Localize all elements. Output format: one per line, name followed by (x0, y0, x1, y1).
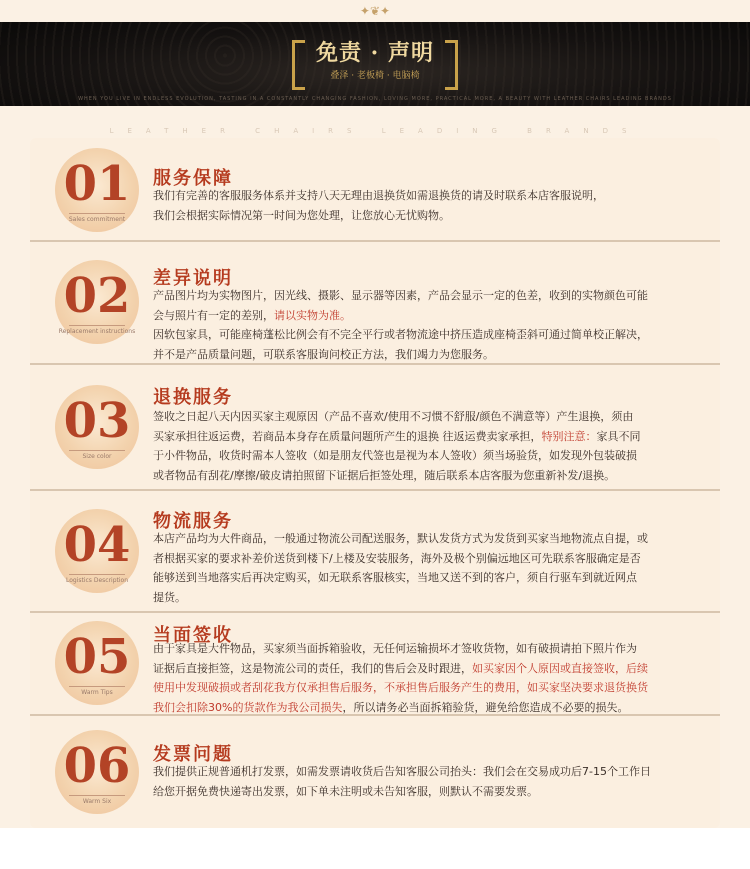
section-title: 差异说明 (153, 268, 233, 289)
section-03 (30, 365, 720, 491)
title-frame (292, 36, 458, 92)
section-body (153, 186, 718, 225)
body-line (153, 782, 718, 802)
section-number-badge (55, 148, 139, 232)
ornament-icon: ✦❦✦ (359, 4, 391, 18)
body-line (153, 446, 718, 466)
body-text: 我们有完善的客服服务体系并支持八天无理由退换货如需退换货的请及时联系本店客服说明， (153, 189, 604, 202)
brand-watermark: LEATHER CHAIRS LEADING BRANDS (109, 127, 641, 135)
badge-divider (69, 795, 125, 796)
section-01 (30, 138, 720, 242)
body-line (153, 286, 718, 306)
body-text: 并不是产品质量问题，可联系客服询问校正方法，我们竭力为您服务。 (153, 347, 494, 361)
section-body (153, 639, 718, 717)
badge-divider (69, 450, 125, 451)
body-line (153, 659, 718, 679)
section-number: 04 (63, 517, 131, 573)
section-number: 03 (63, 393, 131, 449)
content-panel (30, 138, 720, 828)
header-banner (0, 22, 750, 106)
section-body (153, 762, 718, 801)
body-text: 家具不同 (596, 429, 641, 443)
body-text: 给您开据免费快递寄出发票，如下单未注明或未告知客服，则默认不需要发票。 (153, 784, 538, 798)
body-line (153, 568, 718, 588)
badge-divider (69, 686, 125, 687)
body-line (153, 306, 718, 326)
body-text: 签收之日起八天内因买家主观原因（产品不喜欢/使用不习惯不舒服/颜色不满意等）产生退换，须由 (153, 410, 634, 423)
header-tagline: WHEN YOU LIVE IN ENDLESS EVOLUTION, TASTING IN A CONSTANTLY CHANGING FASHION, LOVING MORE, PRACTICAL MORE, A BEAUTY WITH LEATHER CHAIRS LEADING BRANDS (78, 96, 672, 102)
section-number: 02 (63, 268, 131, 324)
section-number-badge (55, 621, 139, 705)
body-text: 本店产品均为大件商品，一般通过物流公司配送服务，默认发货方式为发货到买家当地物流点自提，或 (153, 532, 648, 545)
body-text: 我们提供正规普通机打发票，如需发票请收货后告知客服公司抬头：我们会在交易成功后7-15个工作日 (153, 765, 651, 778)
badge-divider (69, 325, 125, 326)
section-06 (30, 716, 720, 828)
body-line (153, 186, 718, 206)
section-body (153, 286, 718, 364)
badge-caption: Sales commitment (68, 216, 126, 223)
body-text: 会与照片有一定的差别， (153, 308, 274, 322)
bottom-margin (0, 828, 750, 869)
body-line (153, 639, 718, 659)
section-title: 退换服务 (153, 387, 233, 408)
section-number: 06 (63, 738, 131, 794)
bracket-left-icon (292, 40, 305, 90)
body-line (153, 529, 718, 549)
body-text: 买家承担往返运费，若商品本身存在质量问题所产生的退换 往返运费卖家承担， (153, 429, 542, 443)
highlight-text: 我们会扣除30%的货款作为我公司损失 (153, 700, 343, 714)
body-line (153, 427, 718, 447)
section-title: 服务保障 (153, 168, 233, 189)
body-text: 因软包家具，可能座椅蓬松比例会有不完全平行或者物流途中挤压造成座椅歪斜可通过简单校正解决， (153, 328, 648, 341)
badge-caption: Logistics Description (65, 577, 129, 584)
body-text: 能够送到当地落实后再决定购买，如无联系客服核实，当地又送不到的客户，须自行驱车到就近网点 (153, 571, 637, 584)
body-line (153, 206, 718, 226)
body-text: 或者物品有刮花/摩擦/破皮请拍照留下证据后拒签处理，随后联系本店客服为您重新补发/退换。 (153, 468, 616, 482)
page-title: 免责 · 声明 (316, 40, 434, 66)
badge-caption: Size color (82, 453, 112, 460)
section-number: 05 (63, 629, 131, 685)
body-text: 提货。 (153, 590, 186, 604)
body-line (153, 588, 718, 608)
section-title: 当面签收 (153, 625, 233, 646)
body-line (153, 678, 718, 698)
section-title: 物流服务 (153, 511, 233, 532)
badge-caption: Warm Tips (81, 689, 113, 696)
page-subtitle: 叠泽 · 老板椅 · 电脑椅 (330, 71, 420, 81)
highlight-text: 使用中发现破损或者刮花我方仅承担售后服务，不承担售后服务产生的费用，如买家坚决要求退货换货 (153, 681, 648, 694)
body-line (153, 345, 718, 365)
section-number-badge (55, 730, 139, 814)
highlight-text: 如买家因个人原因或直接签收，后续 (472, 661, 648, 675)
section-number-badge (55, 509, 139, 593)
section-body (153, 407, 718, 485)
body-text: 者根据买家的要求补差价送货到楼下/上楼及安装服务，海外及极个别偏远地区可先联系客服确定是否 (153, 551, 641, 565)
section-body (153, 529, 718, 607)
body-line (153, 549, 718, 569)
badge-divider (69, 574, 125, 575)
body-line (153, 407, 718, 427)
highlight-text: 特别注意： (541, 429, 597, 443)
body-text: ，所以请务必当面拆箱验货，避免给您造成不必要的损失。 (342, 700, 629, 714)
section-number: 01 (63, 156, 131, 212)
body-text: 由于家具是大件物品，买家须当面拆箱验收，无任何运输损坏才签收货物，如有破损请拍下照片作为 (153, 642, 637, 655)
body-text: 产品图片均为实物图片，因光线、摄影、显示器等因素，产品会显示一定的色差，收到的实物颜色可能 (153, 289, 648, 302)
section-title: 发票问题 (153, 744, 233, 765)
section-02 (30, 242, 720, 365)
section-number-badge (55, 385, 139, 469)
body-text: 我们会根据实际情况第一时间为您处理，让您放心无忧购物。 (153, 208, 450, 222)
section-04 (30, 491, 720, 613)
body-line (153, 762, 718, 782)
body-line (153, 325, 718, 345)
badge-caption: Replacement instructions (58, 328, 136, 335)
highlight-text: 请以实物为准。 (274, 308, 351, 322)
body-text: 证据后直接拒签，这是物流公司的责任，我们的售后会及时跟进， (153, 661, 472, 675)
top-strip (0, 0, 750, 22)
body-line (153, 466, 718, 486)
section-number-badge (55, 260, 139, 344)
badge-caption: Warm Six (82, 798, 112, 805)
bracket-right-icon (445, 40, 458, 90)
body-text: 于小件物品，收货时需本人签收（如是朋友代签也是视为本人签收）须当场验货，如发现外包装破损 (153, 449, 637, 462)
section-05 (30, 613, 720, 716)
badge-divider (69, 213, 125, 214)
